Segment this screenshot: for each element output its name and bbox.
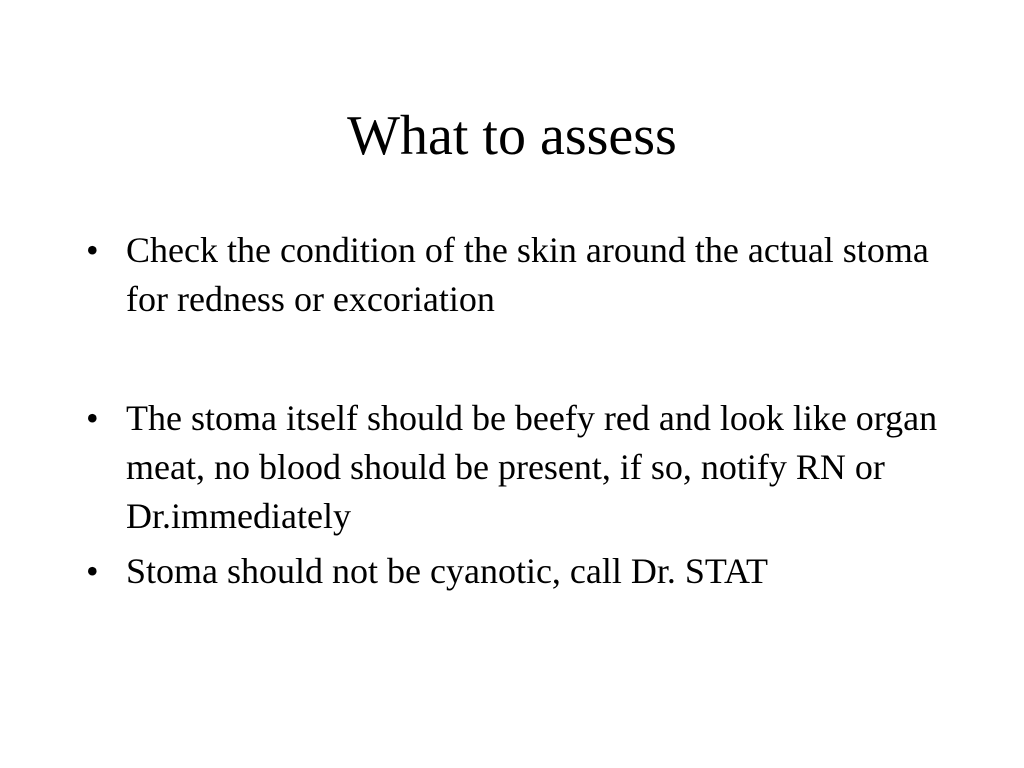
bullet-dot-icon: • xyxy=(86,551,99,591)
slide-title: What to assess xyxy=(347,105,677,167)
list-item xyxy=(86,226,966,324)
bullet-text: Check the condition of the skin around the actual stoma for redness or excoriation xyxy=(126,230,929,319)
list-item xyxy=(86,547,966,596)
list-item xyxy=(86,394,966,541)
bullet-dot-icon: • xyxy=(86,398,99,438)
bullet-dot-icon: • xyxy=(86,230,99,270)
bullet-text: The stoma itself should be beefy red and look like organ meat, no blood should be present, if so, notify RN or Dr.immediately xyxy=(126,398,938,536)
bullet-list xyxy=(86,226,966,596)
bullet-text: Stoma should not be cyanotic, call Dr. STAT xyxy=(126,551,769,591)
